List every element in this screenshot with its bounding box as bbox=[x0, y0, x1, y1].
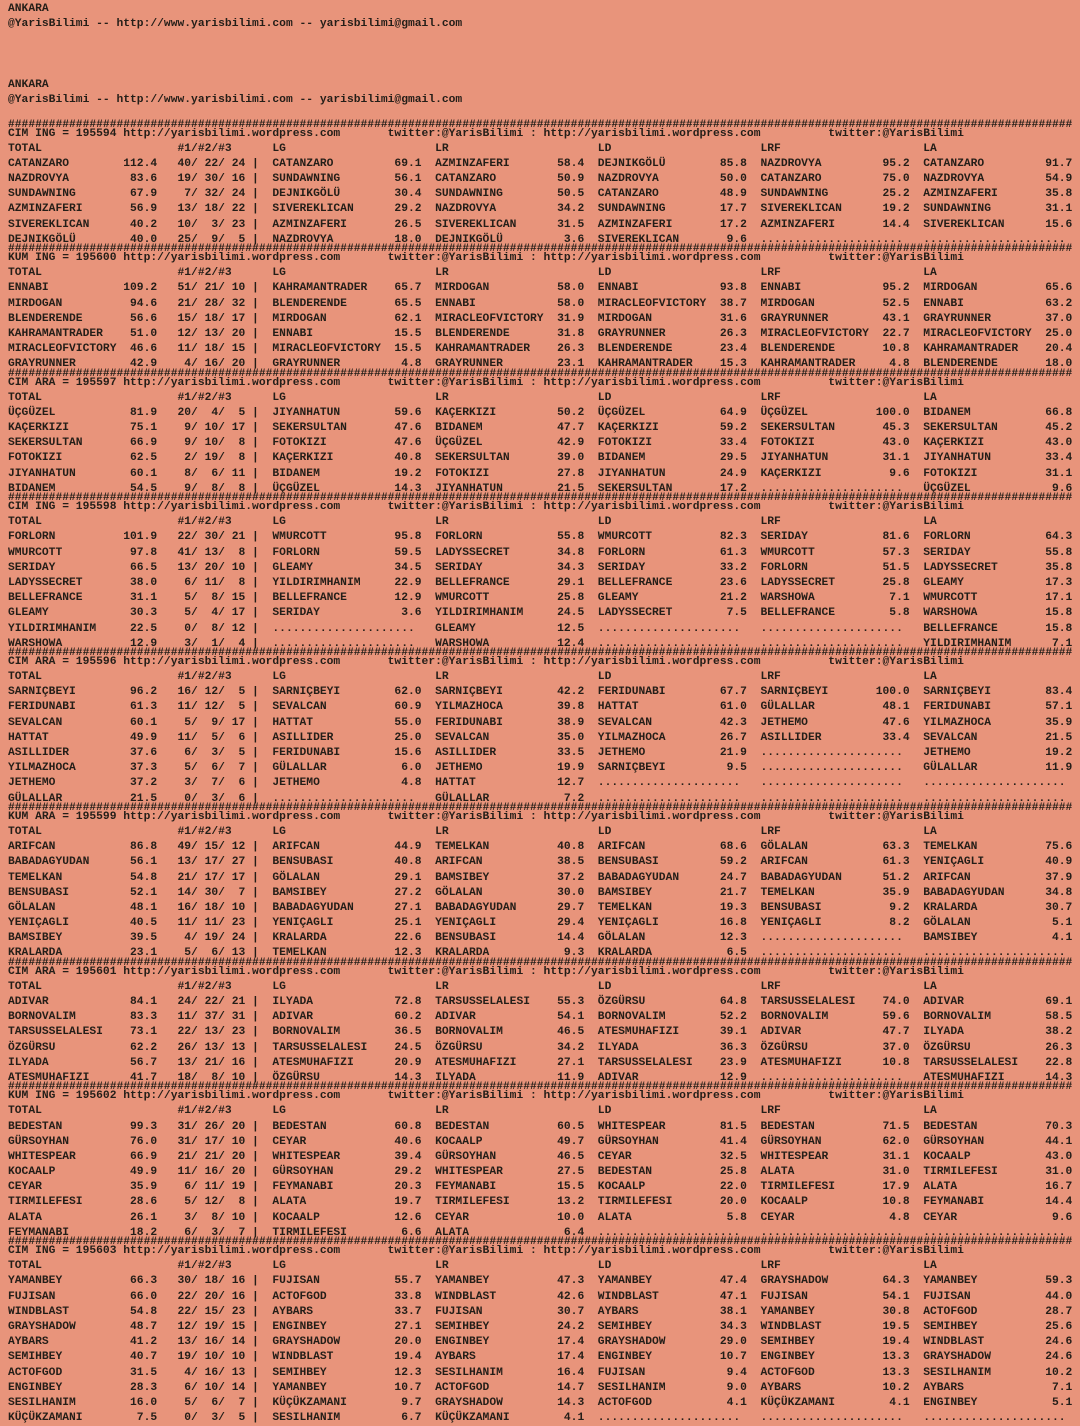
race-sections bbox=[8, 124, 1080, 1426]
section-header: CIM ARA = 195601 http://yarisbilimi.wordpress.com twitter:@YarisBilimi : http://yarisbilimi.wordpress.com twitter:@YarisBilimi bbox=[8, 965, 1080, 980]
stats-row: MIRACLEOFVICTORY 46.6 11/ 18/ 15 | MIRACLEOFVICTORY 15.5 KAHRAMANTRADER 26.3 BLENDERENDE 23.4 BLENDERENDE 10.8 KAHRAMANTRADER 20.4 bbox=[8, 342, 1080, 357]
stats-row: TEMELKAN 54.8 21/ 17/ 17 | GÖLALAN 29.1 BAMSIBEY 37.2 BABADAGYUDAN 24.7 BABADAGYUDAN 51.2 ARIFCAN 37.9 bbox=[8, 871, 1080, 886]
stats-row: KÜÇÜKZAMANI 7.5 0/ 3/ 5 | SESILHANIM 6.7 KÜÇÜKZAMANI 4.1 ..................... ..................... ..................... bbox=[8, 1411, 1080, 1426]
stats-row: BLENDERENDE 56.6 15/ 18/ 17 | MIRDOGAN 62.1 MIRACLEOFVICTORY 31.9 MIRDOGAN 31.6 GRAYRUNNER 43.1 GRAYRUNNER 37.0 bbox=[8, 312, 1080, 327]
section-header: KUM ING = 195600 http://yarisbilimi.wordpress.com twitter:@YarisBilimi : http://yarisbilimi.wordpress.com twitter:@YarisBilimi bbox=[8, 251, 1080, 266]
stats-row: GÖLALAN 48.1 16/ 18/ 10 | BABADAGYUDAN 27.1 BABADAGYUDAN 29.7 TEMELKAN 19.3 BENSUBASI 9.2 KRALARDA 30.7 bbox=[8, 901, 1080, 916]
stats-row: SERIDAY 66.5 13/ 20/ 10 | GLEAMY 34.5 SERIDAY 34.3 SERIDAY 33.2 FORLORN 51.5 LADYSSECRET 35.8 bbox=[8, 561, 1080, 576]
stats-row: DEJNIKGÖLÜ 40.0 25/ 9/ 5 | NAZDROVYA 18.0 DEJNIKGÖLÜ 3.6 SIVEREKLICAN 9.6 ..................... ..................... bbox=[8, 233, 1080, 248]
column-header-row: TOTAL #1/#2/#3 LG LR LD LRF LA bbox=[8, 391, 1080, 406]
masthead-contact: @YarisBilimi -- http://www.yarisbilimi.com -- yarisbilimi@gmail.com bbox=[8, 17, 1080, 32]
stats-row: YAMANBEY 66.3 30/ 18/ 16 | FUJISAN 55.7 YAMANBEY 47.3 YAMANBEY 47.4 GRAYSHADOW 64.3 YAMANBEY 59.3 bbox=[8, 1274, 1080, 1289]
stats-row: KAHRAMANTRADER 51.0 12/ 13/ 20 | ENNABI 15.5 BLENDERENDE 31.8 GRAYRUNNER 26.3 MIRACLEOFVICTORY 22.7 MIRACLEOFVICTORY 25.0 bbox=[8, 327, 1080, 342]
stats-row: ACTOFGOD 31.5 4/ 16/ 13 | SEMIHBEY 12.3 SESILHANIM 16.4 FUJISAN 9.4 ACTOFGOD 13.3 SESILHANIM 10.2 bbox=[8, 1366, 1080, 1381]
stats-row: ÜÇGÜZEL 81.9 20/ 4/ 5 | JIYANHATUN 59.6 KAÇERKIZI 50.2 ÜÇGÜZEL 64.9 ÜÇGÜZEL 100.0 BIDANEM 66.8 bbox=[8, 406, 1080, 421]
stats-row: BORNOVALIM 83.3 11/ 37/ 31 | ADIVAR 60.2 ADIVAR 54.1 BORNOVALIM 52.2 BORNOVALIM 59.6 BORNOVALIM 58.5 bbox=[8, 1010, 1080, 1025]
section-separator: ############################################################################################################################################################# bbox=[8, 373, 1080, 376]
stats-row: NAZDROVYA 83.6 19/ 30/ 16 | SUNDAWNING 56.1 CATANZARO 50.9 NAZDROVYA 50.0 CATANZARO 75.0 NAZDROVYA 54.9 bbox=[8, 172, 1080, 187]
stats-row: SESILHANIM 16.0 5/ 6/ 7 | KÜÇÜKZAMANI 9.7 GRAYSHADOW 14.3 ACTOFGOD 4.1 KÜÇÜKZAMANI 4.1 ENGINBEY 5.1 bbox=[8, 1396, 1080, 1411]
column-header-row: TOTAL #1/#2/#3 LG LR LD LRF LA bbox=[8, 1259, 1080, 1274]
stats-row: YENIÇAGLI 40.5 11/ 11/ 23 | YENIÇAGLI 25.1 YENIÇAGLI 29.4 YENIÇAGLI 16.8 YENIÇAGLI 8.2 GÖLALAN 5.1 bbox=[8, 916, 1080, 931]
stats-row: WINDBLAST 54.8 22/ 15/ 23 | AYBARS 33.7 FUJISAN 30.7 AYBARS 38.1 YAMANBEY 30.8 ACTOFGOD 28.7 bbox=[8, 1305, 1080, 1320]
stats-row: SEMIHBEY 40.7 19/ 10/ 10 | WINDBLAST 19.4 AYBARS 17.4 ENGINBEY 10.7 ENGINBEY 13.3 GRAYSHADOW 24.6 bbox=[8, 1350, 1080, 1365]
stats-row: KAÇERKIZI 75.1 9/ 10/ 17 | SEKERSULTAN 47.6 BIDANEM 47.7 KAÇERKIZI 59.2 SEKERSULTAN 45.3 SEKERSULTAN 45.2 bbox=[8, 421, 1080, 436]
stats-row: ALATA 26.1 3/ 8/ 10 | KOCAALP 12.6 CEYAR 10.0 ALATA 5.8 CEYAR 4.8 CEYAR 9.6 bbox=[8, 1211, 1080, 1226]
stats-row: FEYMANABI 18.2 6/ 3/ 7 | TIRMILEFESI 6.6 ALATA 6.4 ..................... ..................... ..................... bbox=[8, 1226, 1080, 1241]
stats-row: YILMAZHOCA 37.3 5/ 6/ 7 | GÜLALLAR 6.0 JETHEMO 19.9 SARNIÇBEYI 9.5 ..................... GÜLALLAR 11.9 bbox=[8, 761, 1080, 776]
column-header-row: TOTAL #1/#2/#3 LG LR LD LRF LA bbox=[8, 266, 1080, 281]
section-header: CIM ARA = 195597 http://yarisbilimi.wordpress.com twitter:@YarisBilimi : http://yarisbilimi.wordpress.com twitter:@YarisBilimi bbox=[8, 376, 1080, 391]
stats-row: ADIVAR 84.1 24/ 22/ 21 | ILYADA 72.8 TARSUSSELALESI 55.3 ÖZGÜRSU 64.8 TARSUSSELALESI 74.0 ADIVAR 69.1 bbox=[8, 995, 1080, 1010]
stats-row: KRALARDA 23.1 5/ 6/ 13 | TEMELKAN 12.3 KRALARDA 9.3 KRALARDA 6.5 ..................... ..................... bbox=[8, 946, 1080, 961]
section-header: CIM ARA = 195596 http://yarisbilimi.wordpress.com twitter:@YarisBilimi : http://yarisbilimi.wordpress.com twitter:@YarisBilimi bbox=[8, 655, 1080, 670]
stats-row: KOCAALP 49.9 11/ 16/ 20 | GÜRSOYHAN 29.2 WHITESPEAR 27.5 BEDESTAN 25.8 ALATA 31.0 TIRMILEFESI 31.0 bbox=[8, 1165, 1080, 1180]
stats-row: CATANZARO 112.4 40/ 22/ 24 | CATANZARO 69.1 AZMINZAFERI 58.4 DEJNIKGÖLÜ 85.8 NAZDROVYA 95.2 CATANZARO 91.7 bbox=[8, 157, 1080, 172]
blank-line bbox=[8, 32, 1080, 47]
stats-row: ENGINBEY 28.3 6/ 10/ 14 | YAMANBEY 10.7 ACTOFGOD 14.7 SESILHANIM 9.0 AYBARS 10.2 AYBARS 7.1 bbox=[8, 1381, 1080, 1396]
stats-row: BEDESTAN 99.3 31/ 26/ 20 | BEDESTAN 60.8 BEDESTAN 60.5 WHITESPEAR 81.5 BEDESTAN 71.5 BEDESTAN 70.3 bbox=[8, 1120, 1080, 1135]
stats-row: GLEAMY 30.3 5/ 4/ 17 | SERIDAY 3.6 YILDIRIMHANIM 24.5 LADYSSECRET 7.5 BELLEFRANCE 5.8 WARSHOWA 15.8 bbox=[8, 606, 1080, 621]
blank-line bbox=[8, 48, 1080, 63]
stats-row: BENSUBASI 52.1 14/ 30/ 7 | BAMSIBEY 27.2 GÖLALAN 30.0 BAMSIBEY 21.7 TEMELKAN 35.9 BABADAGYUDAN 34.8 bbox=[8, 886, 1080, 901]
stats-row: GRAYRUNNER 42.9 4/ 16/ 20 | GRAYRUNNER 4.8 GRAYRUNNER 23.1 KAHRAMANTRADER 15.3 KAHRAMANTRADER 4.8 BLENDERENDE 18.0 bbox=[8, 357, 1080, 372]
stats-row: JIYANHATUN 60.1 8/ 6/ 11 | BIDANEM 19.2 FOTOKIZI 27.8 JIYANHATUN 24.9 KAÇERKIZI 9.6 FOTOKIZI 31.1 bbox=[8, 467, 1080, 482]
section-separator: ############################################################################################################################################################# bbox=[8, 248, 1080, 251]
section-header: KUM ARA = 195599 http://yarisbilimi.wordpress.com twitter:@YarisBilimi : http://yarisbilimi.wordpress.com twitter:@YarisBilimi bbox=[8, 810, 1080, 825]
stats-row: TIRMILEFESI 28.6 5/ 12/ 8 | ALATA 19.7 TIRMILEFESI 13.2 TIRMILEFESI 20.0 KOCAALP 10.8 FEYMANABI 14.4 bbox=[8, 1195, 1080, 1210]
stats-row: BIDANEM 54.5 9/ 8/ 8 | ÜÇGÜZEL 14.3 JIYANHATUN 21.5 SEKERSULTAN 17.2 ..................... ÜÇGÜZEL 9.6 bbox=[8, 482, 1080, 497]
column-header-row: TOTAL #1/#2/#3 LG LR LD LRF LA bbox=[8, 670, 1080, 685]
section-separator: ############################################################################################################################################################# bbox=[8, 124, 1080, 127]
section-separator: ############################################################################################################################################################# bbox=[8, 807, 1080, 810]
section-header: CIM ING = 195598 http://yarisbilimi.wordpress.com twitter:@YarisBilimi : http://yarisbilimi.wordpress.com twitter:@YarisBilimi bbox=[8, 500, 1080, 515]
stats-row: WMURCOTT 97.8 41/ 13/ 8 | FORLORN 59.5 LADYSSECRET 34.8 FORLORN 61.3 WMURCOTT 57.3 SERIDAY 55.8 bbox=[8, 546, 1080, 561]
column-header-row: TOTAL #1/#2/#3 LG LR LD LRF LA bbox=[8, 980, 1080, 995]
stats-row: SARNIÇBEYI 96.2 16/ 12/ 5 | SARNIÇBEYI 62.0 SARNIÇBEYI 42.2 FERIDUNABI 67.7 SARNIÇBEYI 100.0 SARNIÇBEYI 83.4 bbox=[8, 685, 1080, 700]
stats-row: GÜRSOYHAN 76.0 31/ 17/ 10 | CEYAR 40.6 KOCAALP 49.7 GÜRSOYHAN 41.4 GÜRSOYHAN 62.0 GÜRSOYHAN 44.1 bbox=[8, 1135, 1080, 1150]
stats-row: HATTAT 49.9 11/ 5/ 6 | ASILLIDER 25.0 SEVALCAN 35.0 YILMAZHOCA 26.7 ASILLIDER 33.4 SEVALCAN 21.5 bbox=[8, 731, 1080, 746]
masthead-city-repeat: ANKARA bbox=[8, 78, 1080, 93]
stats-row: ILYADA 56.7 13/ 21/ 16 | ATESMUHAFIZI 20.9 ATESMUHAFIZI 27.1 TARSUSSELALESI 23.9 ATESMUHAFIZI 10.8 TARSUSSELALESI 22.8 bbox=[8, 1056, 1080, 1071]
stats-row: WHITESPEAR 66.9 21/ 21/ 20 | WHITESPEAR 39.4 GÜRSOYHAN 46.5 CEYAR 32.5 WHITESPEAR 31.1 KOCAALP 43.0 bbox=[8, 1150, 1080, 1165]
column-header-row: TOTAL #1/#2/#3 LG LR LD LRF LA bbox=[8, 825, 1080, 840]
stats-row: AZMINZAFERI 56.9 13/ 18/ 22 | SIVEREKLICAN 29.2 NAZDROVYA 34.2 SUNDAWNING 17.7 SIVEREKLICAN 19.2 SUNDAWNING 31.1 bbox=[8, 202, 1080, 217]
stats-row: FOTOKIZI 62.5 2/ 19/ 8 | KAÇERKIZI 40.8 SEKERSULTAN 39.0 BIDANEM 29.5 JIYANHATUN 31.1 JIYANHATUN 33.4 bbox=[8, 451, 1080, 466]
stats-row: WARSHOWA 12.9 3/ 1/ 4 | ..................... WARSHOWA 12.4 ..................... ..................... YILDIRIMHANIM 7.1 bbox=[8, 637, 1080, 652]
stats-row: BAMSIBEY 39.5 4/ 19/ 24 | KRALARDA 22.6 BENSUBASI 14.4 GÖLALAN 12.3 ..................... BAMSIBEY 4.1 bbox=[8, 931, 1080, 946]
section-header: CIM ING = 195603 http://yarisbilimi.wordpress.com twitter:@YarisBilimi : http://yarisbilimi.wordpress.com twitter:@YarisBilimi bbox=[8, 1244, 1080, 1259]
stats-row: SEVALCAN 60.1 5/ 9/ 17 | HATTAT 55.0 FERIDUNABI 38.9 SEVALCAN 42.3 JETHEMO 47.6 YILMAZHOCA 35.9 bbox=[8, 716, 1080, 731]
section-separator: ############################################################################################################################################################# bbox=[8, 497, 1080, 500]
stats-row: CEYAR 35.9 6/ 11/ 19 | FEYMANABI 20.3 FEYMANABI 15.5 KOCAALP 22.0 TIRMILEFESI 17.9 ALATA 16.7 bbox=[8, 1180, 1080, 1195]
column-header-row: TOTAL #1/#2/#3 LG LR LD LRF LA bbox=[8, 515, 1080, 530]
section-header: CIM ING = 195594 http://yarisbilimi.wordpress.com twitter:@YarisBilimi : http://yarisbilimi.wordpress.com twitter:@YarisBilimi bbox=[8, 127, 1080, 142]
stats-row: ATESMUHAFIZI 41.7 18/ 8/ 10 | ÖZGÜRSU 14.3 ILYADA 11.9 ADIVAR 12.9 ..................... ATESMUHAFIZI 14.3 bbox=[8, 1071, 1080, 1086]
column-header-row: TOTAL #1/#2/#3 LG LR LD LRF LA bbox=[8, 1104, 1080, 1119]
stats-row: TARSUSSELALESI 73.1 22/ 13/ 23 | BORNOVALIM 36.5 BORNOVALIM 46.5 ATESMUHAFIZI 39.1 ADIVAR 47.7 ILYADA 38.2 bbox=[8, 1025, 1080, 1040]
stats-row: BELLEFRANCE 31.1 5/ 8/ 15 | BELLEFRANCE 12.9 WMURCOTT 25.8 GLEAMY 21.2 WARSHOWA 7.1 WMURCOTT 17.1 bbox=[8, 591, 1080, 606]
column-header-row: TOTAL #1/#2/#3 LG LR LD LRF LA bbox=[8, 142, 1080, 157]
stats-row: SIVEREKLICAN 40.2 10/ 3/ 23 | AZMINZAFERI 26.5 SIVEREKLICAN 31.5 AZMINZAFERI 17.2 AZMINZAFERI 14.4 SIVEREKLICAN 15.6 bbox=[8, 218, 1080, 233]
section-separator: ############################################################################################################################################################# bbox=[8, 1086, 1080, 1089]
section-separator: ############################################################################################################################################################# bbox=[8, 1241, 1080, 1244]
stats-row: MIRDOGAN 94.6 21/ 28/ 32 | BLENDERENDE 65.5 ENNABI 58.0 MIRACLEOFVICTORY 38.7 MIRDOGAN 52.5 ENNABI 63.2 bbox=[8, 297, 1080, 312]
stats-row: ÖZGÜRSU 62.2 26/ 13/ 13 | TARSUSSELALESI 24.5 ÖZGÜRSU 34.2 ILYADA 36.3 ÖZGÜRSU 37.0 ÖZGÜRSU 26.3 bbox=[8, 1041, 1080, 1056]
stats-row: YILDIRIMHANIM 22.5 0/ 8/ 12 | ..................... GLEAMY 12.5 ..................... ..................... BELLEFRANCE 15.8 bbox=[8, 622, 1080, 637]
section-separator: ############################################################################################################################################################# bbox=[8, 652, 1080, 655]
stats-row: SEKERSULTAN 66.9 9/ 10/ 8 | FOTOKIZI 47.6 ÜÇGÜZEL 42.9 FOTOKIZI 33.4 FOTOKIZI 43.0 KAÇERKIZI 43.0 bbox=[8, 436, 1080, 451]
stats-row: ENNABI 109.2 51/ 21/ 10 | KAHRAMANTRADER 65.7 MIRDOGAN 58.0 ENNABI 93.8 ENNABI 95.2 MIRDOGAN 65.6 bbox=[8, 281, 1080, 296]
stats-row: AYBARS 41.2 13/ 16/ 14 | GRAYSHADOW 20.0 ENGINBEY 17.4 GRAYSHADOW 29.0 SEMIHBEY 19.4 WINDBLAST 24.6 bbox=[8, 1335, 1080, 1350]
stats-row: JETHEMO 37.2 3/ 7/ 6 | JETHEMO 4.8 HATTAT 12.7 ..................... ..................... ..................... bbox=[8, 776, 1080, 791]
stats-row: BABADAGYUDAN 56.1 13/ 17/ 27 | BENSUBASI 40.8 ARIFCAN 38.5 BENSUBASI 59.2 ARIFCAN 61.3 YENIÇAGLI 40.9 bbox=[8, 855, 1080, 870]
blank-line bbox=[8, 63, 1080, 78]
section-separator: ############################################################################################################################################################# bbox=[8, 962, 1080, 965]
stats-row: GRAYSHADOW 48.7 12/ 19/ 15 | ENGINBEY 27.1 SEMIHBEY 24.2 SEMIHBEY 34.3 WINDBLAST 19.5 SEMIHBEY 25.6 bbox=[8, 1320, 1080, 1335]
stats-row: ASILLIDER 37.6 6/ 3/ 5 | FERIDUNABI 15.6 ASILLIDER 33.5 JETHEMO 21.9 ..................... JETHEMO 19.2 bbox=[8, 746, 1080, 761]
stats-row: FORLORN 101.9 22/ 30/ 21 | WMURCOTT 95.8 FORLORN 55.8 WMURCOTT 82.3 SERIDAY 81.6 FORLORN 64.3 bbox=[8, 530, 1080, 545]
stats-row: GÜLALLAR 21.5 0/ 3/ 6 | ..................... GÜLALLAR 7.2 ..................... ..................... ..................... bbox=[8, 792, 1080, 807]
masthead-city: ANKARA bbox=[8, 2, 1080, 17]
section-header: KUM ING = 195602 http://yarisbilimi.wordpress.com twitter:@YarisBilimi : http://yarisbilimi.wordpress.com twitter:@YarisBilimi bbox=[8, 1089, 1080, 1104]
stats-row: LADYSSECRET 38.0 6/ 11/ 8 | YILDIRIMHANIM 22.9 BELLEFRANCE 29.1 BELLEFRANCE 23.6 LADYSSECRET 25.8 GLEAMY 17.3 bbox=[8, 576, 1080, 591]
masthead-contact-repeat: @YarisBilimi -- http://www.yarisbilimi.com -- yarisbilimi@gmail.com bbox=[8, 93, 1080, 108]
stats-row: ARIFCAN 86.8 49/ 15/ 12 | ARIFCAN 44.9 TEMELKAN 40.8 ARIFCAN 68.6 GÖLALAN 63.3 TEMELKAN 75.6 bbox=[8, 840, 1080, 855]
stats-row: FERIDUNABI 61.3 11/ 12/ 5 | SEVALCAN 60.9 YILMAZHOCA 39.8 HATTAT 61.0 GÜLALLAR 48.1 FERIDUNABI 57.1 bbox=[8, 700, 1080, 715]
stats-row: SUNDAWNING 67.9 7/ 32/ 24 | DEJNIKGÖLÜ 30.4 SUNDAWNING 50.5 CATANZARO 48.9 SUNDAWNING 25.2 AZMINZAFERI 35.8 bbox=[8, 187, 1080, 202]
stats-row: FUJISAN 66.0 22/ 20/ 16 | ACTOFGOD 33.8 WINDBLAST 42.6 WINDBLAST 47.1 FUJISAN 54.1 FUJISAN 44.0 bbox=[8, 1290, 1080, 1305]
